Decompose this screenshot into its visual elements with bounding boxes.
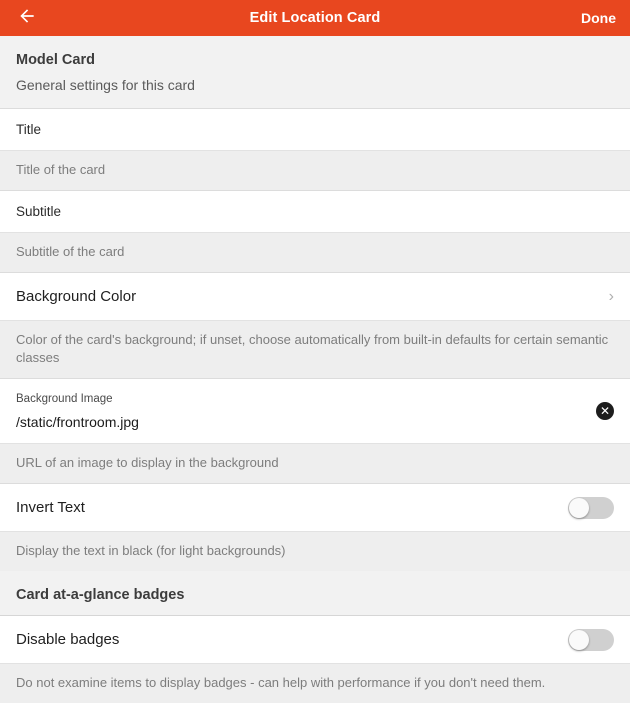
title-field-placeholder: Title of the card bbox=[16, 162, 106, 177]
toggle-knob bbox=[569, 498, 589, 518]
background-color-label: Background Color bbox=[16, 287, 137, 305]
settings-scroll-area[interactable] bbox=[0, 36, 630, 690]
title-field-label: Title bbox=[16, 121, 42, 137]
background-image-input[interactable]: /static/frontroom.jpg bbox=[16, 414, 139, 430]
title-field-row[interactable] bbox=[0, 108, 630, 150]
badges-group-title: Card at-a-glance badges bbox=[0, 571, 630, 615]
invert-text-label: Invert Text bbox=[16, 498, 85, 516]
subtitle-field-input[interactable] bbox=[0, 232, 630, 272]
section-subheading: General settings for this card bbox=[16, 77, 195, 93]
disable-badges-toggle[interactable] bbox=[568, 629, 614, 651]
clear-circle-icon[interactable]: ✕ bbox=[596, 402, 614, 420]
title-field-input[interactable] bbox=[0, 150, 630, 190]
background-color-helper: Color of the card's background; if unset, choose automatically from built-in defaults for certain semantic classes bbox=[0, 320, 630, 378]
toggle-knob bbox=[569, 630, 589, 650]
background-image-label: Background Image bbox=[16, 393, 113, 405]
page-title: Edit Location Card bbox=[249, 10, 381, 26]
section-heading: Model Card bbox=[16, 52, 95, 68]
chevron-right-icon: › bbox=[608, 287, 614, 305]
disable-badges-label: Disable badges bbox=[16, 630, 120, 648]
disable-badges-row[interactable] bbox=[0, 615, 630, 663]
invert-text-helper: Display the text in black (for light backgrounds) bbox=[0, 531, 630, 571]
arrow-left-icon bbox=[17, 6, 37, 31]
model-card-section-header bbox=[0, 36, 630, 108]
done-button[interactable]: Done bbox=[581, 10, 616, 26]
disable-badges-helper: Do not examine items to display badges - can help with performance if you don't need them. bbox=[0, 663, 630, 703]
back-button[interactable] bbox=[14, 5, 40, 31]
background-color-row[interactable] bbox=[0, 272, 630, 320]
app-bar bbox=[0, 0, 630, 36]
subtitle-field-placeholder: Subtitle of the card bbox=[16, 244, 125, 259]
invert-text-row[interactable] bbox=[0, 483, 630, 531]
subtitle-field-label: Subtitle bbox=[16, 203, 62, 219]
background-image-helper: URL of an image to display in the background bbox=[0, 443, 630, 483]
invert-text-toggle[interactable] bbox=[568, 497, 614, 519]
subtitle-field-row[interactable] bbox=[0, 190, 630, 232]
background-image-row[interactable] bbox=[0, 378, 630, 443]
